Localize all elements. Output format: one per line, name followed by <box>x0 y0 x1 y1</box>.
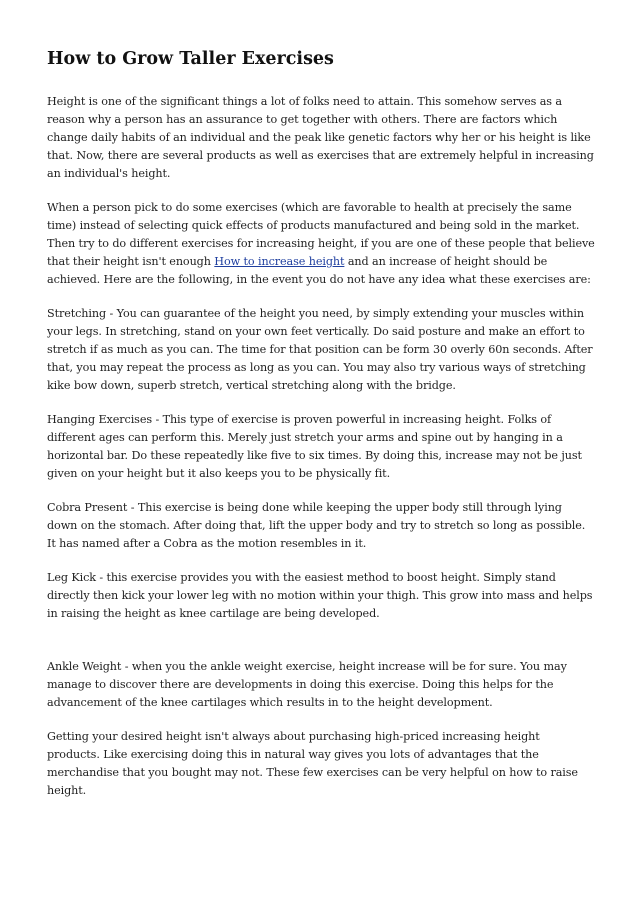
paragraph-stretching: Stretching - You can guarantee of the height you need, by simply extending your muscles within your legs. In stretching, stand on your own feet vertically. Do said posture and make an effort to stretch if as much as you can. The time for that position can be form 30 overly 60n seconds. After that, you may repeat the process as long as you can. You may also try various ways of stretching kike bow down, superb stretch, vertical stretching along with the bridge. <box>47 307 593 392</box>
paragraph-cobra: Cobra Present - This exercise is being done while keeping the upper body still through lying down on the stomach. After doing that, lift the upper body and try to stretch so long as possible. It has named after a Cobra as the motion resembles in it. <box>47 501 586 550</box>
page-title: How to Grow Taller Exercises <box>47 49 334 69</box>
paragraph-conclusion: Getting your desired height isn't always about purchasing high-priced increasing height products. Like exercising doing this in natural way gives you lots of advantages that the merchandise that you bought may not. These few exercises can be very helpful on how to raise height. <box>47 730 578 797</box>
paragraph-text-before-link: When a person pick to do some exercises (which are favorable to health at precisely the same time) instead of selecting quick effects of products manufactured and being sold in the market. Then try to do different exercises for increasing height, if you are one of these people that believe that their height isn't enough <box>47 201 595 268</box>
document-page <box>47 48 595 816</box>
paragraph-text-after-link: and an increase of height should be achieved. Here are the following, in the event you do not have any idea what these exercises are: <box>47 255 591 286</box>
paragraph-hanging: Hanging Exercises - This type of exercise is proven powerful in increasing height. Folks of different ages can perform this. Merely just stretch your arms and spine out by hanging in a horizontal bar. Do these repeatedly like five to six times. By doing this, increase may not be just given on your height but it also keeps you to be physically fit. <box>47 413 582 480</box>
increase-height-link[interactable]: How to increase height <box>214 255 345 268</box>
paragraph-ankle-weight: Ankle Weight - when you the ankle weight exercise, height increase will be for sure. You may manage to discover there are developments in doing this exercise. Doing this helps for the advancement of the knee cartilages which results in to the height development. <box>47 660 567 709</box>
paragraph-intro: Height is one of the significant things a lot of folks need to attain. This somehow serves as a reason why a person has an assurance to get together with others. There are factors which change daily habits of an individual and the peak like genetic factors why her or his height is like that. Now, there are several products as well as exercises that are extremely helpful in increasing an individual's height. <box>47 95 594 180</box>
paragraph-exercises-intro <box>47 199 595 289</box>
paragraph-leg-kick: Leg Kick - this exercise provides you with the easiest method to boost height. Simply stand directly then kick your lower leg with no motion within your thigh. This grow into mass and helps in raising the height as knee cartilage are being developed. <box>47 571 593 620</box>
